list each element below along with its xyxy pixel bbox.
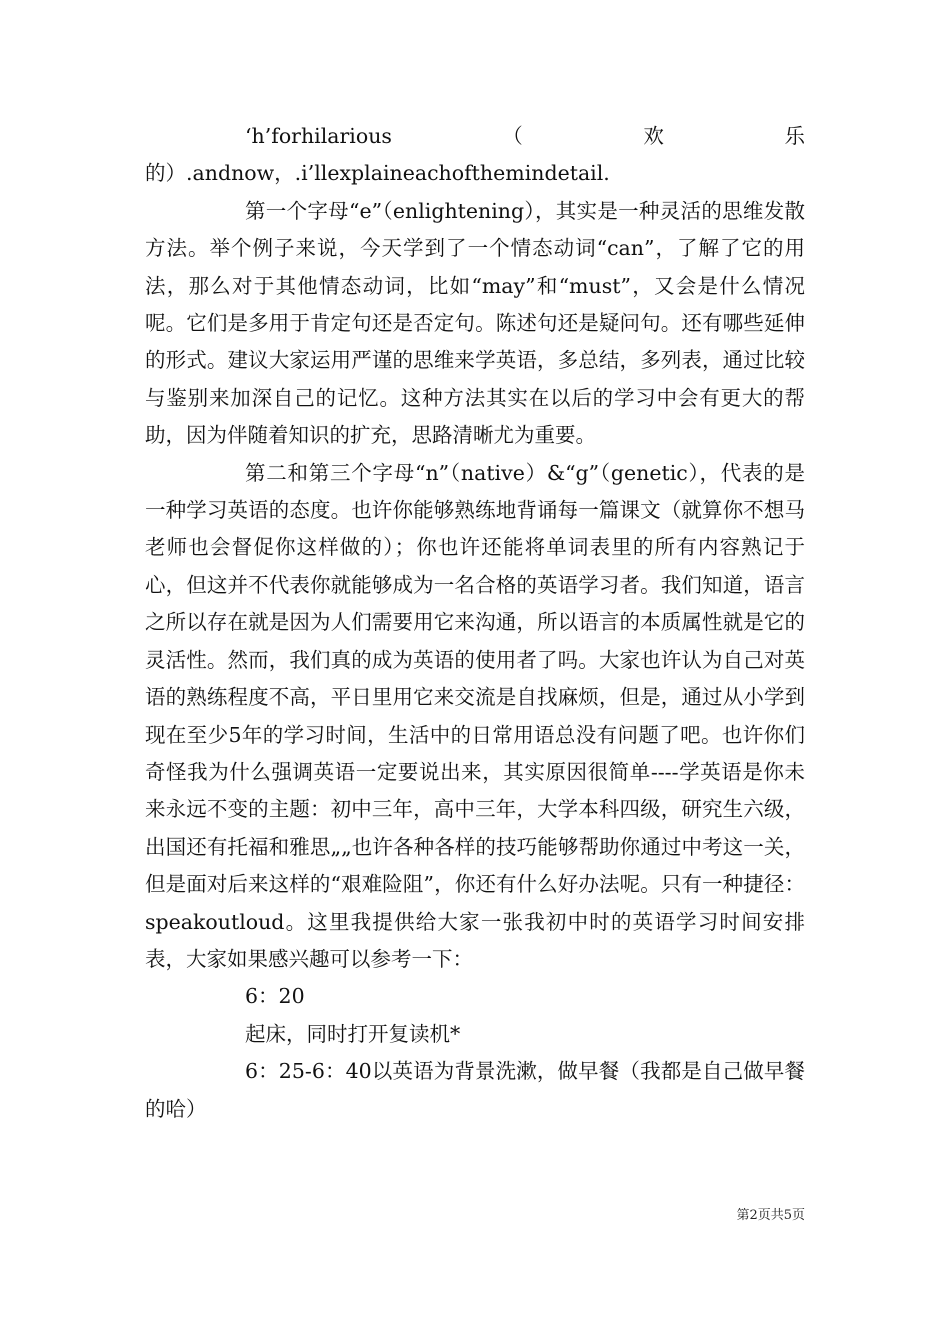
paragraph-4: 6：20 — [245, 984, 305, 1009]
body-text — [145, 118, 805, 1128]
paragraph-6: 6：25-6：40以英语为背景洗漱，做早餐（我都是自己做早餐的哈） — [145, 1059, 805, 1121]
paragraph-5: 起床，同时打开复读机* — [245, 1021, 461, 1046]
paragraph-2: 第一个字母“e”（enlightening），其实是一种灵活的思维发散方法。举个例子来说，今天学到了一个情态动词“can”，了解了它的用法，那么对于其他情态动词，比如“may”和“must”，又会是什么情况呢。它们是多用于肯定句还是否定句。陈述句还是疑问句。还有哪些延伸的形式。建议大家运用严谨的思维来学英语，多总结，多列表，通过比较与鉴别来加深自己的记忆。这种方法其实在以后的学习中会有更大的帮助，因为伴随着知识的扩充，思路清晰尤为重要。 — [145, 198, 805, 448]
paragraph-3: 第二和第三个字母“n”（native）&“g”（genetic），代表的是一种学习英语的态度。也许你能够熟练地背诵每一篇课文（就算你不想马老师也会督促你这样做的）；你也许还能将单词表里的所有内容熟记于心，但这并不代表你就能够成为一名合格的英语学习者。我们知道，语言之所以存在就是因为人们需要用它来沟通，所以语言的本质属性就是它的灵活性。然而，我们真的成为英语的使用者了吗。大家也许认为自己对英语的熟练程度不高，平日里用它来交流是自找麻烦，但是，通过从小学到现在至少5年的学习时间，生活中的日常用语总没有问题了吧。也许你们奇怪我为什么强调英语一定要说出来，其实原因很简单----学英语是你未来永远不变的主题：初中三年，高中三年，大学本科四级，研究生六级，出国还有托福和雅思„„也许各种各样的技巧能够帮助你通过中考这一关，但是面对后来这样的“艰难险阻”，你还有什么好办法呢。只有一种捷径：speakoutloud。这里我提供给大家一张我初中时的英语学习时间安排表，大家如果感兴趣可以参考一下： — [145, 460, 805, 971]
paragraph-1: ‘h’forhilarious （ 欢 乐的）.andnow，.i’llexplaineachofthemindetail. — [145, 124, 805, 186]
page-footer: 第2页共5页 — [736, 1208, 805, 1223]
